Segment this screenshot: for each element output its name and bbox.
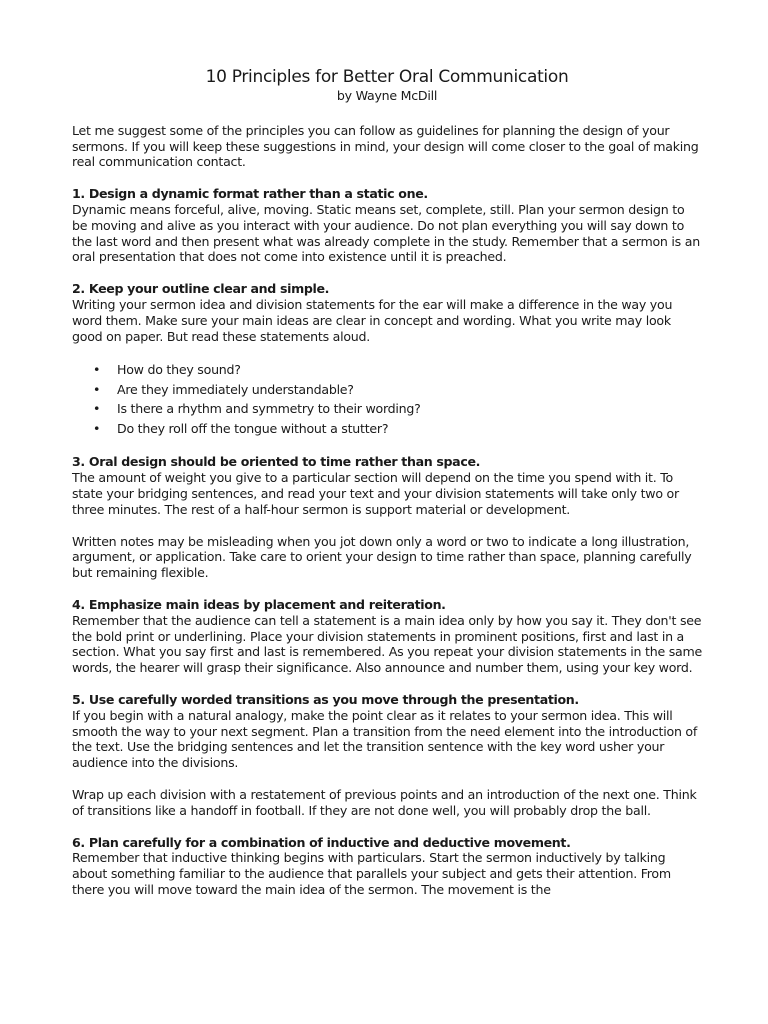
bullet-list	[72, 360, 702, 438]
principle-5	[72, 692, 702, 819]
bullet-item: • Are they immediately understandable?	[117, 380, 702, 400]
principle-paragraph: Remember that inductive thinking begins with particulars. Start the sermon inductively by talking about something familiar to the audience that parallels your subject and gets their attention. From there you will move toward the main idea of the sermon. The movement is the	[72, 850, 671, 897]
intro-paragraph: Let me suggest some of the principles you can follow as guidelines for planning the design of your sermons. If you will keep these suggestions in mind, your design will come closer to the goal of making real communication contact.	[72, 122, 699, 170]
document-title: 10 Principles for Better Oral Communication	[205, 67, 569, 87]
principle-4	[72, 597, 702, 676]
principle-paragraph: If you begin with a natural analogy, make the point clear as it relates to your sermon idea. This will smooth the way to your next segment. Plan a transition from the need element into the introduction of the text. Use the bridging sentences and let the transition sentence with the key word usher your audience into the divisions.	[72, 707, 698, 771]
byline: by Wayne McDill	[336, 88, 438, 103]
principle-heading: 6. Plan carefully for a combination of inductive and deductive movement.	[72, 834, 571, 850]
principle-paragraph: Writing your sermon idea and division statements for the ear will make a difference in the way you word them. Make sure your main ideas are clear in concept and wording. What you write may look good on paper. But read these statements aloud.	[72, 296, 673, 344]
document-page	[72, 66, 702, 914]
principle-6	[72, 835, 702, 898]
bullet-item: • How do they sound?	[117, 360, 702, 380]
principle-1	[72, 186, 702, 265]
principle-paragraph: Wrap up each division with a restatement of previous points and an introduction of the next one. Think of transitions like a handoff in football. If they are not done well, you will probably drop the ball.	[72, 786, 697, 818]
principle-heading: 1. Design a dynamic format rather than a static one.	[72, 186, 428, 202]
principle-paragraph: Written notes may be misleading when you jot down only a word or two to indicate a long illustration, argument, or application. Take care to orient your design to time rather than space, planning carefully but remaining flexible.	[72, 533, 692, 581]
bullet-item: • Do they roll off the tongue without a stutter?	[117, 419, 702, 439]
principle-paragraph: Remember that the audience can tell a statement is a main idea only by how you say it. They don't see the bold print or underlining. Place your division statements in prominent positions, first and last in a section. What you say first and last is remembered. As you repeat your division statements in the same words, the hearer will grasp their significance. Also announce and number them, using your key word.	[72, 612, 702, 676]
principle-heading: 2. Keep your outline clear and simple.	[72, 281, 330, 297]
bullet-item: • Is there a rhythm and symmetry to their wording?	[117, 399, 702, 419]
principle-3	[72, 454, 702, 581]
principle-heading: 4. Emphasize main ideas by placement and reiteration.	[72, 596, 446, 612]
principle-paragraph: Dynamic means forceful, alive, moving. Static means set, complete, still. Plan your sermon design to be moving and alive as you interact with your audience. Do not plan everything you will say down to the last word and then present what was already complete in the study. Remember that a sermon is an oral presentation that does not come into existence until it is preached.	[72, 201, 700, 265]
principle-heading: 5. Use carefully worded transitions as you move through the presentation.	[72, 691, 579, 707]
principle-heading: 3. Oral design should be oriented to time rather than space.	[72, 454, 481, 470]
principle-2	[72, 281, 702, 438]
principle-paragraph: The amount of weight you give to a particular section will depend on the time you spend with it. To state your bridging sentences, and read your text and your division statements will take only two or three minutes. The rest of a half-hour sermon is support material or development.	[72, 470, 679, 517]
